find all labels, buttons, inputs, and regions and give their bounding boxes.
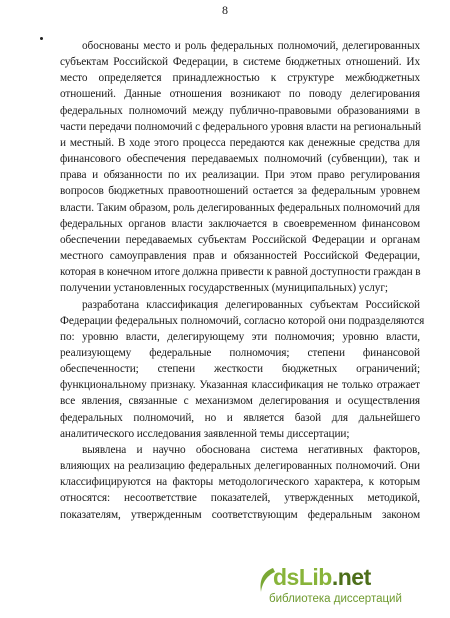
text-line: обеспеченности; степени жесткости бюджетных ограничений; — [60, 363, 420, 376]
text-line: местного самоуправления прав и обязанностей Российской Федерации, — [60, 250, 420, 263]
text-line: аналитического исследования заявленной темы диссертации; — [60, 427, 350, 440]
page-number: 8 — [222, 3, 228, 17]
text-line: отношений. Данные отношения возникают по поводу делегирования — [60, 88, 420, 101]
dslib-tagline: библиотека диссертаций — [269, 593, 402, 605]
dslib-logo — [273, 564, 371, 591]
scan-dot — [40, 37, 43, 40]
text-line: субъектам Российской Федерации, в системе бюджетных отношений. Их — [60, 56, 420, 69]
text-line: и местный. В ходе этого процесса передаются как денежные средства для — [60, 136, 420, 149]
text-line: выявлена и научно обоснована система негативных факторов, — [82, 443, 420, 456]
text-line: разработана классификация делегированных субъектам Российской — [82, 298, 420, 311]
text-line: функциональному признаку. Указанная классификация не только отражает — [60, 379, 420, 392]
document-body — [60, 38, 425, 523]
text-line: финансового обеспечения передаваемых полномочий (субвенции), так и — [60, 153, 420, 166]
text-line: власти. Таким образом, роль делегированных федеральных полномочий для — [60, 201, 420, 214]
text-line: показателям, утвержденным соответствующим федеральным законом — [60, 508, 420, 521]
text-line: реализующему федеральные полномочия; степени финансовой — [60, 346, 420, 359]
text-line: все явления, связанные с механизмом делегирования и осуществления — [60, 395, 420, 408]
text-line: классифицируются на факторы методологического характера, к которым — [60, 476, 420, 489]
text-line: которая в конечном итоге должна привести к равной доступности граждан в — [60, 266, 421, 279]
text-line: права и обязанности по их реализации. При этом право регулирования — [60, 169, 420, 182]
text-line: федеральных полномочий, но и является базой для дальнейшего — [60, 411, 420, 424]
dslib-logo-part2: .net — [331, 564, 371, 590]
text-line: по: уровню власти, делегирующему эти полномочия; уровню власти, — [60, 330, 420, 343]
text-line: обеспечении передаваемых субъектам Российской Федерации и органам — [60, 233, 420, 246]
text-line: место определяется принадлежностью к структуре межбюджетных — [60, 72, 420, 85]
text-line: влияющих на реализацию федеральных делегированных полномочий. Они — [60, 460, 420, 473]
text-line: получении установленных государственных (муниципальных) услуг; — [60, 282, 388, 295]
text-line: вопросов бюджетных правоотношений остается за федеральным уровнем — [60, 185, 420, 198]
dslib-watermark[interactable] — [255, 564, 445, 614]
text-line: Федерации федеральных полномочий, согласно которой они подразделяются — [60, 314, 425, 327]
text-line: относятся: несоответствие показателей, утвержденных методикой, — [60, 492, 420, 505]
dslib-logo-part1: dsLib — [273, 564, 332, 590]
text-line: федеральных органов власти заключается в своевременном финансовом — [60, 217, 420, 230]
text-line: обоснованы место и роль федеральных полномочий, делегированных — [82, 40, 420, 52]
text-line: федеральных полномочий между публично-правовыми образованиями в — [60, 104, 420, 117]
text-line: части передачи полномочий с федерального уровня власти на региональный — [60, 120, 422, 133]
